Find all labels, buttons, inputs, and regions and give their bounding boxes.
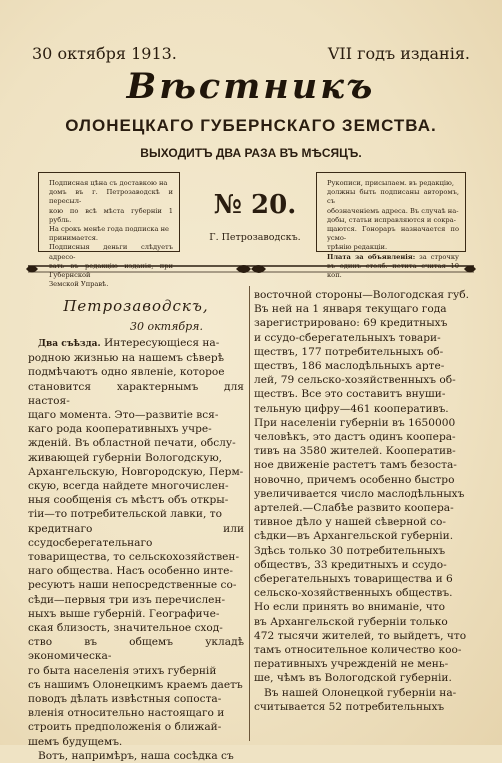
text-line: человѣкъ, это дастъ одинъ коопера- xyxy=(254,431,456,444)
article-heading: Два съѣзда. xyxy=(38,339,101,349)
subscription-line: Земской Управѣ. xyxy=(49,280,109,289)
text-line: товарищества, то сельскохозяйствен- xyxy=(28,551,240,564)
subscription-line: кою по всѣ мѣста губерніи 1 рубль. xyxy=(49,206,173,224)
subscription-line: Подписная цѣна съ доставкою на xyxy=(49,179,168,187)
text-line: артелей.—Слабѣе развито коопера- xyxy=(254,502,454,515)
text-line: ныхъ выше губерній. Географиче- xyxy=(28,607,220,620)
publication-place: Г. Петрозаводскъ. xyxy=(209,232,301,243)
text-line: Здѣсь только 30 потребительныхъ xyxy=(254,544,446,557)
text-line: перативныхъ учрежденій не мень- xyxy=(254,658,449,671)
article-dateline: 30 октября. xyxy=(130,320,203,333)
publication-frequency: ВЫХОДИТЪ ДВА РАЗА ВЪ МѢСЯЦЪ. xyxy=(140,146,362,160)
text-line: становится характернымъ для настоя- xyxy=(28,380,244,407)
subscription-line: Подписныя деньги слѣдуетъ адресо- xyxy=(49,243,173,261)
column-divider xyxy=(249,286,250,741)
text-line: обществъ, 33 кредитныхъ и ссудо- xyxy=(254,558,447,571)
text-line: Интересующіеся на- xyxy=(104,337,220,349)
editorial-box xyxy=(316,172,466,280)
text-line: кредитнаго или ссудосберегательнаго xyxy=(28,522,244,549)
text-line: При населеніи губерніи въ 1650000 xyxy=(254,416,456,429)
article-right-column xyxy=(254,288,476,714)
editorial-line: должны быть подписаны авторомъ, съ xyxy=(327,188,459,206)
text-line: сберегательныхъ товарищества и 6 xyxy=(254,573,453,586)
text-line: жденій. Въ областной печати, обслу- xyxy=(28,437,236,450)
text-line: шемъ будущемъ. xyxy=(28,735,123,748)
text-line: Въ ней на 1 января текущаго года xyxy=(254,303,447,316)
editorial-line: обозначеніемъ адреса. Въ случаѣ на- xyxy=(327,206,459,215)
text-line: каго рода кооперативныхъ учре- xyxy=(28,423,212,436)
editorial-line: трѣнію редакціи. xyxy=(327,243,388,252)
text-line: Въ нашей Олонецкой губерніи на- xyxy=(264,686,457,699)
article-city: Петрозаводскъ, xyxy=(63,297,209,315)
issue-date: 30 октября 1913. xyxy=(32,44,177,63)
text-line: строить предположенія о ближай- xyxy=(28,721,222,734)
ads-text: за строчку въ одинъ столб. петита считая 10 коп. xyxy=(327,252,459,280)
text-line: 472 тысячи жителей, то выйдетъ, что xyxy=(254,629,467,642)
publication-year: VII годъ изданія. xyxy=(327,44,470,63)
text-line: скую, всегда найдете многочислен- xyxy=(28,480,229,493)
text-line: поводъ дѣлать извѣстныя сопоста- xyxy=(28,693,222,706)
text-line: вленія относительно настоящаго и xyxy=(28,707,225,720)
text-line: сѣди—первыя три изъ перечислен- xyxy=(28,593,226,606)
text-line: тельную цифру—461 кооперативъ. xyxy=(254,402,449,415)
editorial-line: Рукописи, присылаем. въ редакцію, xyxy=(327,179,454,187)
text-line: ресуютъ наши непосредственные со- xyxy=(28,579,237,592)
text-line: сѣдки—въ Архангельской губерніи. xyxy=(254,530,454,543)
text-line: Вотъ, напримѣръ, наша сосѣдка съ xyxy=(38,749,234,762)
text-line: ныя сообщенія съ мѣстъ объ откры- xyxy=(28,494,229,507)
editorial-line: щаются. Гонораръ назначается по усмо- xyxy=(327,225,459,243)
text-line: восточной стороны—Вологодская губ. xyxy=(254,289,469,301)
text-line: ществъ, 186 маслодѣльныхъ арте- xyxy=(254,360,445,373)
text-line: наго общества. Насъ особенно инте- xyxy=(28,565,233,578)
text-line: зарегистрировано: 69 кредитныхъ xyxy=(254,317,448,330)
text-line: лей, 79 сельско-хозяйственныхъ об- xyxy=(254,374,456,387)
text-line: Архангельскую, Новгородскую, Перм- xyxy=(28,465,244,478)
ads-label: Плата за объявленія: xyxy=(327,252,416,261)
subscription-line: принимается. xyxy=(49,234,99,243)
text-line: го быта населенія этихъ губерній xyxy=(28,664,217,677)
text-line: новочно, причемъ особенно быстро xyxy=(254,473,455,486)
text-line: ществъ, 177 потребительныхъ об- xyxy=(254,345,444,358)
text-line: сельско-хозяйственныхъ обществъ. xyxy=(254,587,453,600)
text-line: подмѣчаютъ одно явленіе, которое xyxy=(28,366,225,379)
editorial-line: добы, статьи исправляются и сокра- xyxy=(327,215,456,224)
text-line: съ нашимъ Олонецкимъ краемъ даетъ xyxy=(28,678,243,691)
text-line: тіи—то потребительской лавки, то xyxy=(28,508,222,521)
subscription-line: домъ въ г. Петрозаводскѣ и пересыл- xyxy=(49,188,173,206)
text-line: живающей губерніи Вологодскую, xyxy=(28,451,223,464)
text-line: тамъ относительное количество коо- xyxy=(254,644,462,657)
subscription-line: На срокъ менѣе года подписка не xyxy=(49,225,170,234)
article-left-column xyxy=(28,336,244,763)
text-line: Но если принять во вниманіе, что xyxy=(254,601,446,614)
text-line: тивъ на 3580 жителей. Кооператив- xyxy=(254,445,456,458)
text-line: ская близость, значительное сход- xyxy=(28,622,223,635)
text-line: и ссудо-сберегательныхъ товари- xyxy=(254,331,441,344)
text-line: ное движеніе растетъ тамъ безоста- xyxy=(254,459,457,472)
text-line: ществъ. Все это составитъ внуши- xyxy=(254,388,446,401)
issue-number: № 20. xyxy=(213,190,297,220)
text-line: родною жизнью на нашемъ сѣверѣ xyxy=(28,352,225,365)
text-line: считывается 52 потребительныхъ xyxy=(254,700,445,713)
text-line: въ Архангельской губерніи только xyxy=(254,615,448,628)
ornamental-divider xyxy=(24,262,478,276)
masthead-subtitle: ОЛОНЕЦКАГО ГУБЕРНСКАГО ЗЕМСТВА. xyxy=(65,116,437,135)
text-line: щаго момента. Это—развитіе вся- xyxy=(28,409,219,422)
text-line: ше, чѣмъ въ Вологодской губерніи. xyxy=(254,672,452,685)
text-line: увеличивается число маслодѣльныхъ xyxy=(254,487,465,500)
text-line: тивное дѣло у нашей сѣверной со- xyxy=(254,516,446,529)
subscription-line: вать въ редакцію изданія, при Губернской xyxy=(49,261,173,280)
subscription-box xyxy=(38,172,180,289)
text-line: ство въ общемъ укладѣ экономическа- xyxy=(28,636,244,663)
masthead-title: Вѣстникъ xyxy=(126,66,376,107)
